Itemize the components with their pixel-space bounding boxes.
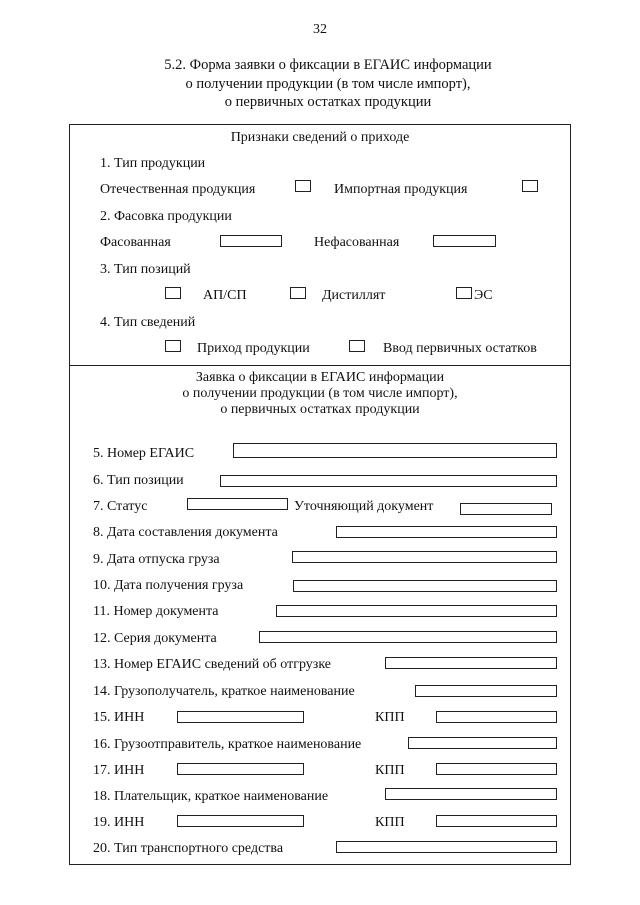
field-7-label: 7. Статус xyxy=(93,499,148,514)
field-11-input[interactable] xyxy=(276,605,557,617)
field-14-input[interactable] xyxy=(415,685,557,697)
q3-distillate-checkbox[interactable] xyxy=(290,287,306,299)
q1-import-checkbox[interactable] xyxy=(522,180,538,192)
section-divider xyxy=(69,365,571,366)
field-17-label: 17. ИНН xyxy=(93,763,145,778)
q3-option-distillate-label: Дистиллят xyxy=(322,288,386,303)
q2-option-packaged-label: Фасованная xyxy=(100,235,171,250)
field-16-label: 16. Грузоотправитель, краткое наименование xyxy=(93,737,362,752)
form-title-line-1: 5.2. Форма заявки о фиксации в ЕГАИС информации xyxy=(164,57,492,73)
field-6-input[interactable] xyxy=(220,475,557,487)
q1-label: 1. Тип продукции xyxy=(100,156,206,171)
q4-option-initial-balance-label: Ввод первичных остатков xyxy=(383,341,537,356)
field-7-clarifying-doc-input[interactable] xyxy=(460,503,552,515)
field-15-kpp-label: КПП xyxy=(375,710,405,725)
q3-es-checkbox[interactable] xyxy=(456,287,472,299)
field-9-label: 9. Дата отпуска груза xyxy=(93,552,220,567)
field-19-kpp-input[interactable] xyxy=(436,815,557,827)
field-11-label: 11. Номер документа xyxy=(93,604,219,619)
field-17-inn-input[interactable] xyxy=(177,763,304,775)
field-8-input[interactable] xyxy=(336,526,557,538)
form-title-line-3: о первичных остатках продукции xyxy=(224,94,432,110)
q4-initial-balance-checkbox[interactable] xyxy=(349,340,365,352)
field-19-kpp-label: КПП xyxy=(375,815,405,830)
q4-label: 4. Тип сведений xyxy=(100,315,196,330)
q2-option-bulk-label: Нефасованная xyxy=(314,235,400,250)
field-5-label: 5. Номер ЕГАИС xyxy=(93,446,195,461)
field-5-input[interactable] xyxy=(233,443,557,458)
field-15-kpp-input[interactable] xyxy=(436,711,557,723)
field-18-label: 18. Плательщик, краткое наименование xyxy=(93,789,329,804)
q3-option-ap-sp-label: АП/СП xyxy=(203,288,247,303)
q1-option-domestic-label: Отечественная продукция xyxy=(100,182,256,197)
q3-option-es-label: ЭС xyxy=(474,288,493,303)
section2-header-line-1: Заявка о фиксации в ЕГАИС информации xyxy=(195,370,445,385)
field-17-kpp-label: КПП xyxy=(375,763,405,778)
field-12-label: 12. Серия документа xyxy=(93,631,217,646)
field-15-inn-input[interactable] xyxy=(177,711,304,723)
field-16-input[interactable] xyxy=(408,737,557,749)
field-18-input[interactable] xyxy=(385,788,557,800)
field-12-input[interactable] xyxy=(259,631,557,643)
field-8-label: 8. Дата составления документа xyxy=(93,525,278,540)
section1-header: Признаки сведений о приходе xyxy=(230,130,410,145)
form-title-line-2: о получении продукции (в том числе импорт), xyxy=(185,76,471,92)
field-7-status-input[interactable] xyxy=(187,498,288,510)
field-19-label: 19. ИНН xyxy=(93,815,145,830)
field-13-input[interactable] xyxy=(385,657,557,669)
q4-option-receipt-label: Приход продукции xyxy=(197,341,310,356)
q2-bulk-checkbox[interactable] xyxy=(433,235,496,247)
field-7-clarifying-doc-label: Уточняющий документ xyxy=(294,499,434,514)
field-13-label: 13. Номер ЕГАИС сведений об отгрузке xyxy=(93,657,331,672)
section2-header-line-3: о первичных остатках продукции xyxy=(220,402,420,417)
page-number: 32 xyxy=(313,22,327,37)
q2-packaged-checkbox[interactable] xyxy=(220,235,282,247)
field-15-label: 15. ИНН xyxy=(93,710,145,725)
q1-option-import-label: Импортная продукция xyxy=(334,182,468,197)
field-20-label: 20. Тип транспортного средства xyxy=(93,841,284,856)
field-20-input[interactable] xyxy=(336,841,557,853)
field-17-kpp-input[interactable] xyxy=(436,763,557,775)
field-19-inn-input[interactable] xyxy=(177,815,304,827)
field-10-input[interactable] xyxy=(293,580,557,592)
field-9-input[interactable] xyxy=(292,551,557,563)
q3-ap-sp-checkbox[interactable] xyxy=(165,287,181,299)
q2-label: 2. Фасовка продукции xyxy=(100,209,232,224)
q1-domestic-checkbox[interactable] xyxy=(295,180,311,192)
q4-receipt-checkbox[interactable] xyxy=(165,340,181,352)
q3-label: 3. Тип позиций xyxy=(100,262,191,277)
section2-header-line-2: о получении продукции (в том числе импорт), xyxy=(182,386,458,401)
field-10-label: 10. Дата получения груза xyxy=(93,578,244,593)
field-6-label: 6. Тип позиции xyxy=(93,473,184,488)
field-14-label: 14. Грузополучатель, краткое наименование xyxy=(93,684,355,699)
